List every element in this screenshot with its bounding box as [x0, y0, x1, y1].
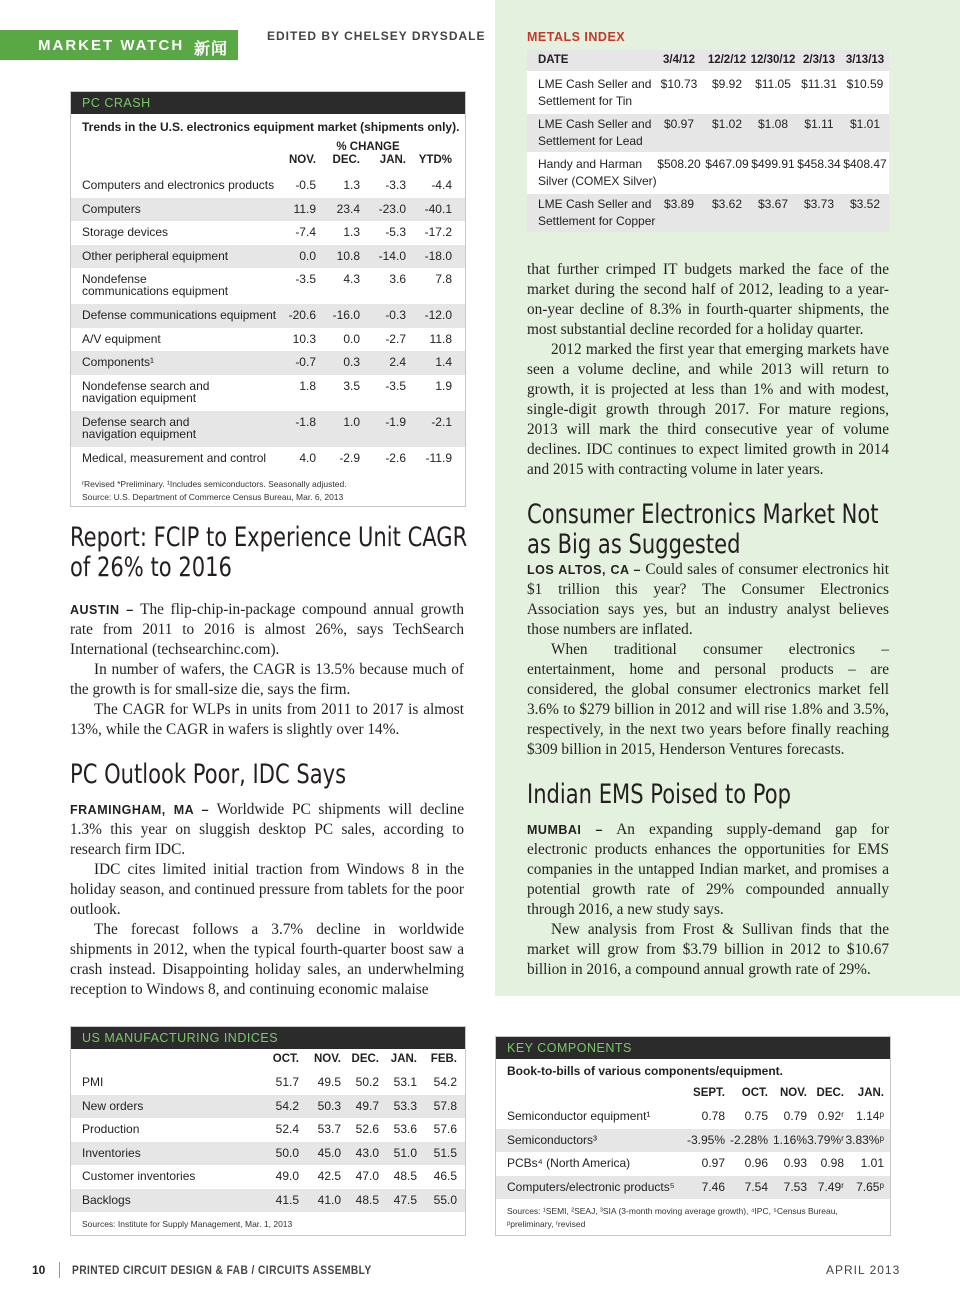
row-label	[82, 355, 154, 369]
table-row	[71, 1118, 465, 1142]
table-cell: -3.5	[295, 272, 316, 286]
paragraph: An expanding supply-demand gap for electronic products enhances the opportunities for EMS companies in the untapped Indian market, and promises a potential growth rate of 29% compounded annually through 2016, a new study says.	[527, 821, 889, 918]
table-cell: -0.7	[295, 355, 316, 369]
table-cell: $458.34	[797, 157, 841, 171]
row-label-line: Silver (COMEX Silver)	[538, 174, 657, 188]
row-label: Semiconductor equipment¹	[507, 1109, 651, 1123]
table-cell: 10.3	[292, 331, 316, 346]
column-header: JAN.	[379, 154, 406, 166]
row-label-line: LME Cash Seller and	[538, 197, 652, 211]
table-cell: -16.0	[332, 308, 360, 322]
row-label	[82, 202, 141, 216]
table-cell: 1.4	[435, 355, 452, 369]
table-cell: 57.6	[433, 1122, 457, 1136]
row-label: Semiconductors³	[507, 1132, 598, 1147]
table-cell: 3.79%ʳ	[807, 1132, 844, 1147]
column-header: DEC.	[351, 1053, 379, 1065]
table-cell: -3.95%	[686, 1132, 725, 1147]
column-header: FEB.	[430, 1053, 457, 1065]
table-cell: -0.5	[295, 178, 316, 192]
paragraph: The forecast follows a 3.7% decline in worldwide shipments in 2012, when the typical fourth-quarter boost saw a crash instead. Disappointing holiday sales, an underwhelming reception to Windows 8, and continuing economic malaise	[70, 921, 464, 998]
table-row	[527, 154, 889, 192]
row-label-line: Defense communications equipment	[82, 308, 277, 322]
dateline: AUSTIN –	[70, 603, 134, 617]
table-row	[71, 304, 465, 328]
row-label-line: Computers	[82, 201, 141, 216]
table-source-2: ᵖpreliminary, ʳrevised	[507, 1219, 586, 1229]
table-row	[71, 245, 465, 269]
table-cell: -1.9	[385, 414, 406, 429]
table-cell: 3.6	[389, 272, 406, 286]
table-cell: $499.91	[751, 157, 795, 171]
table-title: US MANUFACTURING INDICES	[71, 1027, 465, 1049]
table-cell: 51.7	[275, 1075, 299, 1089]
column-header: OCT.	[272, 1053, 299, 1065]
table-cell: 11.8	[429, 331, 452, 346]
table-cell: -2.7	[385, 331, 406, 346]
table-cell: 23.4	[336, 201, 360, 216]
row-label	[82, 272, 228, 298]
table-cell: 46.5	[433, 1169, 457, 1183]
row-label: PMI	[82, 1075, 104, 1089]
table-cell: 49.0	[275, 1169, 299, 1183]
table-cell: 0.98	[820, 1156, 844, 1170]
table-cell: 50.3	[317, 1098, 341, 1113]
table-footnote: ʳRevised *Preliminary. ¹Includes semiconductors. Seasonally adjusted.	[82, 479, 347, 489]
table-row	[71, 1071, 465, 1095]
table-cell: 3.5	[343, 378, 360, 393]
table-cell: $3.52	[849, 197, 881, 211]
table-cell: 4.3	[343, 272, 360, 286]
table-cell: 7.65ᵖ	[856, 1179, 884, 1194]
table-cell: -3.5	[385, 378, 406, 393]
row-label-line: Settlement for Tin	[538, 94, 633, 108]
column-header: 2/3/13	[803, 54, 835, 66]
table-cell: 50.2	[355, 1075, 379, 1089]
paragraph: The CAGR for WLPs in units from 2011 to 2017 is almost 13%, while the CAGR in wafers is slightly over 14%.	[70, 701, 464, 738]
editor-credit: EDITED BY CHELSEY DRYSDALE	[267, 29, 486, 43]
paragraph: New analysis from Frost & Sullivan finds that the market will grow from $3.79 billion in 2012 to $10.67 billion in 2016, a compound annual growth rate of 29%.	[527, 921, 889, 978]
table-cell: -1.8	[295, 414, 316, 429]
table-row	[71, 1095, 465, 1119]
table-row	[71, 198, 465, 222]
table-cell: -20.6	[288, 308, 316, 322]
paragraph: In number of wafers, the CAGR is 13.5% because much of the growth is for small-size die, says the firm.	[70, 661, 464, 698]
row-label	[82, 451, 266, 465]
table-cell: 7.8	[435, 272, 452, 286]
date-header: DATE	[538, 54, 569, 66]
row-label-line: Defense search and	[82, 414, 190, 429]
column-header: YTD%	[418, 154, 452, 166]
table-cell: 1.8	[299, 378, 316, 393]
table-cell: 53.6	[393, 1122, 417, 1136]
table-row	[71, 1189, 465, 1213]
paragraph: that further crimped IT budgets marked the face of the market during the second half of 2012, leading to a year-on-year decline of 8.3% in fourth-quarter shipments, the most substantial decline recorded for a holiday quarter.	[527, 261, 889, 338]
table-cell: 3.83%ᵖ	[845, 1132, 884, 1147]
table-cell: -5.3	[385, 225, 406, 239]
issue-date: APRIL 2013	[826, 1263, 901, 1277]
table-cell: 48.5	[355, 1192, 379, 1207]
page-number: 10	[32, 1263, 46, 1277]
table-cell: 47.5	[393, 1192, 417, 1207]
table-cell: $1.01	[849, 117, 881, 131]
us-manufacturing-table	[70, 1026, 466, 1236]
row-label-line: LME Cash Seller and	[538, 117, 652, 131]
paragraph: The flip-chip-in-package compound annual growth rate from 2011 to 2016 is almost 26%, says TechSearch International (techsearchinc.com).	[70, 601, 464, 658]
table-cell: $9.92	[711, 77, 743, 91]
table-cell: -11.9	[425, 450, 452, 465]
table-row	[71, 221, 465, 245]
table-cell: 1.3	[343, 225, 360, 239]
table-cell: -17.2	[424, 225, 452, 239]
headline-line: Consumer Electronics Market Not	[527, 499, 879, 530]
table-cell: 49.5	[317, 1075, 341, 1089]
table-cell: 0.97	[701, 1156, 725, 1170]
column-header: NOV.	[288, 154, 316, 166]
table-title: KEY COMPONENTS	[496, 1037, 890, 1059]
row-label-line: Components¹	[82, 355, 155, 369]
table-cell: 7.54	[744, 1179, 768, 1194]
table-cell: $10.73	[660, 77, 698, 91]
dateline: FRAMINGHAM, MA –	[70, 803, 210, 817]
table-cell: 7.53	[783, 1179, 807, 1194]
row-label	[82, 379, 209, 405]
row-label-line: communications equipment	[82, 284, 229, 298]
table-row	[71, 328, 465, 352]
row-label: New orders	[82, 1098, 144, 1113]
table-cell: 54.2	[275, 1098, 299, 1113]
column-header: DEC.	[332, 154, 360, 166]
column-header: 3/4/12	[663, 54, 695, 66]
paragraph: When traditional consumer electronics – entertainment, home and personal products – are considered, the global consumer electronics market fell 3.6% to $279 billion in 2012 and will rise 1.8% and 3.5%, respectively, in the next two years before finally reaching $309 billion in 2015, Henderson Ventures forecasts.	[527, 641, 889, 758]
table-cell: 7.46	[701, 1179, 725, 1194]
table-row	[71, 174, 465, 198]
table-cell: 4.0	[299, 450, 316, 465]
column-header: NOV.	[313, 1053, 341, 1065]
table-cell: 0.92ʳ	[817, 1109, 844, 1123]
dateline: LOS ALTOS, CA –	[527, 563, 642, 577]
paragraph: Worldwide PC shipments will decline 1.3% this year on sluggish desktop PC sales, according to research firm IDC.	[70, 801, 464, 858]
table-row	[71, 1165, 465, 1189]
table-cell: 52.6	[355, 1122, 379, 1136]
column-header: 12/2/12	[707, 54, 747, 66]
table-cell: $1.02	[711, 117, 743, 131]
table-cell: -14.0	[378, 248, 406, 263]
ems-body	[527, 820, 889, 980]
table-subtitle: Trends in the U.S. electronics equipment market (shipments only).	[82, 120, 460, 134]
metals-index-title: METALS INDEX	[527, 30, 626, 44]
table-cell: -2.6	[385, 450, 406, 465]
section-title-cn: 新闻	[194, 41, 229, 58]
table-cell: 48.5	[393, 1169, 417, 1183]
table-cell: 51.0	[393, 1145, 417, 1160]
pc-outlook-headline: PC Outlook Poor, IDC Says	[70, 759, 347, 790]
ce-headline	[527, 500, 879, 560]
row-label-line: Nondefense search and	[82, 378, 210, 393]
row-label-line: Storage devices	[82, 225, 169, 239]
table-row	[527, 114, 889, 152]
row-label-line: navigation equipment	[82, 390, 197, 405]
table-cell: 0.3	[343, 355, 360, 369]
table-cell: 0.78	[701, 1109, 725, 1123]
fcip-headline	[70, 523, 467, 583]
table-row	[71, 375, 465, 411]
table-cell: -40.1	[424, 201, 452, 216]
table-header-row	[527, 50, 889, 71]
table-cell: 1.14ᵖ	[856, 1109, 884, 1123]
pc-outlook-continued	[527, 260, 889, 480]
table-source: Sources: ¹SEMI, ²SEAJ, ³SIA (3-month moving average growth), ⁴IPC, ⁵Census Bureau,	[507, 1206, 838, 1216]
table-cell: -7.4	[295, 225, 316, 239]
table-cell: 54.2	[433, 1075, 457, 1089]
table-cell: 0.79	[783, 1109, 807, 1123]
metals-index-table	[527, 50, 889, 232]
row-label-line: navigation equipment	[82, 426, 197, 441]
table-cell: 50.0	[275, 1145, 299, 1160]
table-cell: 1.01	[860, 1156, 884, 1170]
row-label-line: LME Cash Seller and	[538, 77, 652, 91]
footer-divider	[59, 1262, 60, 1278]
table-cell: $1.11	[804, 117, 834, 131]
column-header: DEC.	[816, 1087, 844, 1099]
table-cell: 11.9	[293, 201, 316, 216]
table-cell: 7.49ʳ	[817, 1179, 844, 1194]
row-label: Backlogs	[82, 1192, 131, 1207]
table-row	[71, 351, 465, 375]
table-cell: 10.8	[336, 248, 360, 263]
table-cell: -23.0	[378, 201, 406, 216]
row-label: Customer inventories	[82, 1169, 196, 1183]
row-label	[82, 415, 196, 441]
row-label-line: A/V equipment	[82, 331, 161, 346]
row-label	[82, 308, 276, 322]
table-cell: 42.5	[317, 1169, 341, 1183]
table-cell: 1.16%	[772, 1132, 807, 1147]
table-cell: -2.1	[431, 414, 452, 429]
row-label: Production	[82, 1122, 140, 1136]
paragraph: IDC cites limited initial traction from Windows 8 in the holiday season, and continued pressure from tablets for the poor outlook.	[70, 861, 464, 918]
section-title: MARKET WATCH	[38, 37, 185, 54]
table-row	[527, 74, 889, 112]
table-cell: 1.3	[343, 178, 360, 192]
table-cell: $508.20	[657, 157, 701, 171]
table-cell: 1.9	[435, 378, 452, 393]
table-cell: 0.0	[343, 331, 360, 346]
table-cell: 41.0	[317, 1192, 341, 1207]
table-cell: $11.31	[801, 77, 837, 91]
table-title: PC CRASH	[71, 92, 465, 114]
row-label	[82, 332, 161, 346]
table-cell: 2.4	[389, 355, 406, 369]
table-cell: 0.75	[744, 1109, 768, 1123]
row-label: Computers/electronic products⁵	[507, 1179, 675, 1194]
table-cell: -18.0	[424, 248, 452, 263]
table-cell: $10.59	[846, 77, 884, 91]
table-cell: 0.0	[299, 248, 316, 263]
pct-change-label: % CHANGE	[336, 141, 400, 153]
table-source: Sources: Institute for Supply Management, Mar. 1, 2013	[82, 1219, 293, 1229]
key-components-table	[495, 1036, 891, 1236]
table-cell: $11.05	[755, 77, 791, 91]
row-label: PCBs⁴ (North America)	[507, 1156, 631, 1170]
table-cell: $3.73	[803, 197, 835, 211]
row-label-line: Settlement for Lead	[538, 134, 643, 148]
paragraph: Could sales of consumer electronics hit $1 trillion this year? The Consumer Electronics Association says yes, but an industry analyst believes those numbers are inflated.	[527, 561, 889, 638]
row-label-line: Medical, measurement and control	[82, 450, 267, 465]
ce-body	[527, 560, 889, 760]
row-label-line: Handy and Harman	[538, 157, 643, 171]
pc-outlook-body	[70, 800, 464, 1000]
column-header: NOV.	[779, 1087, 807, 1099]
headline-line: Report: FCIP to Experience Unit CAGR	[70, 522, 468, 553]
table-cell: $467.09	[705, 157, 749, 171]
table-row	[496, 1152, 890, 1176]
column-header: JAN.	[857, 1087, 884, 1099]
row-label-line: Computers and electronics products	[82, 178, 275, 192]
table-cell: 57.8	[433, 1098, 457, 1113]
table-row	[71, 447, 465, 471]
row-label: Inventories	[82, 1145, 141, 1160]
table-cell: 0.96	[744, 1156, 768, 1170]
table-cell: $3.62	[711, 197, 743, 211]
headline-line: of 26% to 2016	[70, 552, 232, 583]
table-cell: 52.4	[275, 1122, 299, 1136]
table-cell: -4.4	[431, 178, 452, 192]
table-cell: 45.0	[317, 1145, 341, 1160]
row-label	[82, 178, 274, 192]
row-label	[82, 225, 168, 239]
column-header: SEPT.	[693, 1087, 725, 1099]
table-cell: 55.0	[433, 1192, 457, 1207]
table-cell: -2.28%	[729, 1132, 768, 1147]
row-label-line: Nondefense	[82, 272, 147, 286]
column-header: 3/13/13	[845, 54, 885, 66]
table-cell: $3.67	[757, 197, 789, 211]
table-row	[71, 411, 465, 447]
table-cell: 53.7	[317, 1122, 341, 1136]
row-label-line: Settlement for Copper	[538, 214, 656, 228]
table-cell: 41.5	[275, 1192, 299, 1207]
table-cell: $3.89	[663, 197, 695, 211]
table-cell: 53.1	[393, 1075, 417, 1089]
table-cell: -2.9	[339, 450, 360, 465]
table-cell: $0.97	[663, 117, 695, 131]
row-label	[82, 249, 228, 263]
publication-name: PRINTED CIRCUIT DESIGN & FAB / CIRCUITS ASSEMBLY	[72, 1263, 372, 1277]
ems-headline: Indian EMS Poised to Pop	[527, 779, 791, 810]
table-cell: 51.5	[433, 1145, 457, 1160]
table-subtitle: Book-to-bills of various components/equipment.	[507, 1064, 784, 1078]
table-cell: -3.3	[385, 178, 406, 192]
table-cell: 53.3	[393, 1098, 417, 1113]
table-row	[496, 1176, 890, 1200]
table-row	[71, 1142, 465, 1166]
dateline: MUMBAI –	[527, 823, 604, 837]
table-row	[496, 1105, 890, 1129]
column-header: 12/30/12	[750, 54, 796, 66]
table-cell: -0.3	[385, 308, 406, 322]
table-cell: 1.0	[343, 414, 360, 429]
column-header: OCT.	[741, 1087, 768, 1099]
table-cell: -12.0	[424, 308, 452, 322]
table-row	[496, 1129, 890, 1153]
table-row	[71, 268, 465, 304]
headline-line: as Big as Suggested	[527, 529, 741, 560]
column-header: JAN.	[390, 1053, 417, 1065]
table-cell: 49.7	[355, 1098, 379, 1113]
row-label-line: Other peripheral equipment	[82, 248, 229, 263]
pc-crash-table	[70, 91, 466, 507]
table-row	[527, 194, 889, 232]
table-cell: 43.0	[355, 1145, 379, 1160]
table-cell: $1.08	[757, 117, 789, 131]
table-cell: 0.93	[783, 1156, 807, 1170]
paragraph: 2012 marked the first year that emerging markets have seen a volume decline, and while 2013 will return to growth, it is projected at less than 1% and with modest, single-digit growth through 2017. For mature regions, 2013 will mark the third consecutive year of volume declines. IDC continues to expect limited growth in 2014 and 2015 with contracting volume in later years.	[527, 341, 889, 478]
market-watch-badge	[0, 30, 238, 60]
table-cell: 47.0	[355, 1169, 379, 1183]
fcip-body	[70, 600, 464, 740]
table-cell: $408.47	[843, 157, 887, 171]
table-source: Source: U.S. Department of Commerce Census Bureau, Mar. 6, 2013	[82, 492, 344, 502]
